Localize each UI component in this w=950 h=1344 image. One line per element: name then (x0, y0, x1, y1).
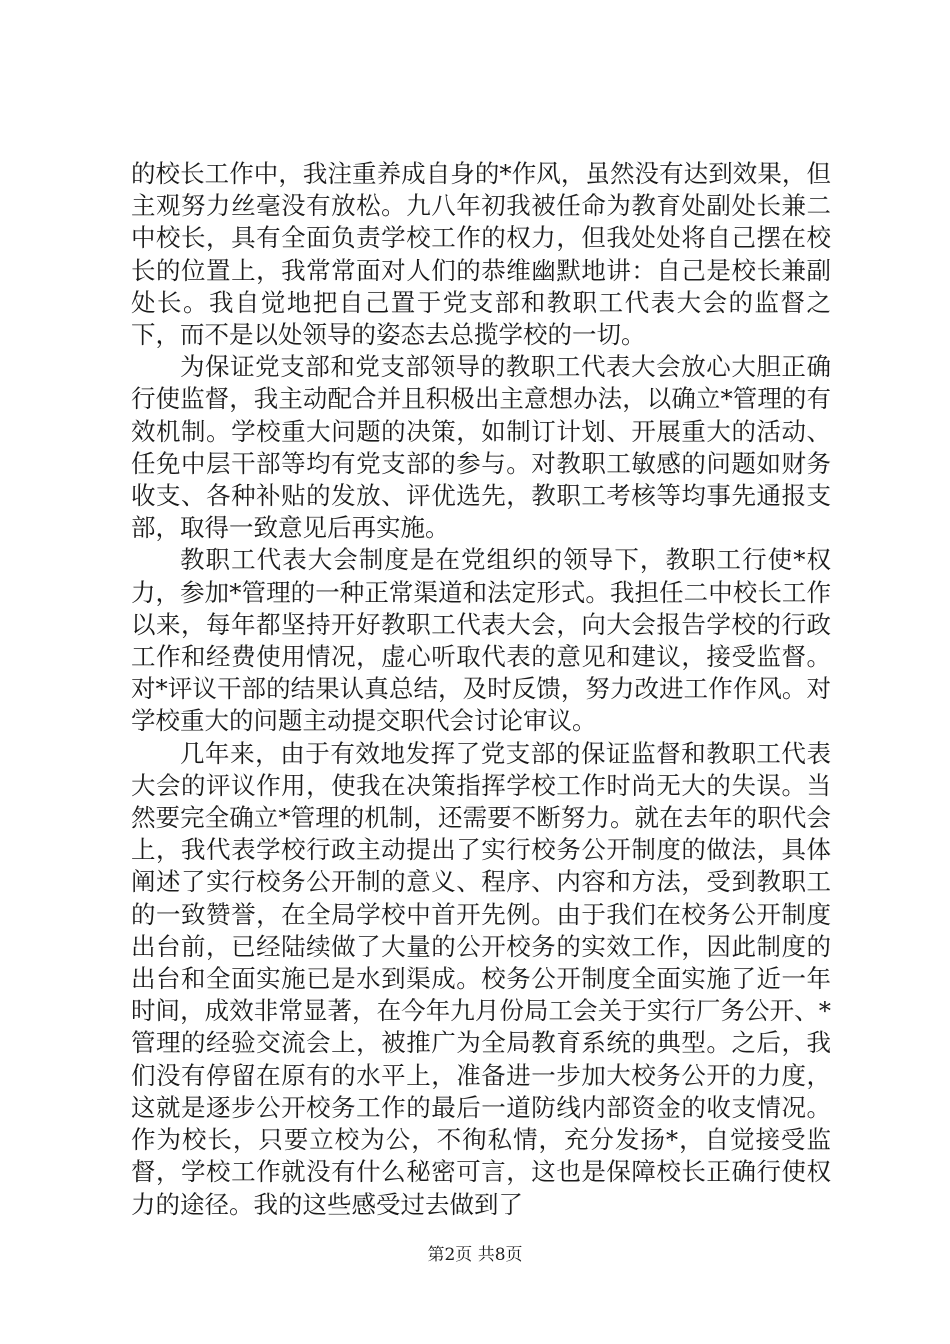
paragraph-1: 的校长工作中，我注重养成自身的*作风，虽然没有达到效果，但主观努力丝毫没有放松。九八年初我被任命为教育处副处长兼二中校长，具有全面负责学校工作的权力，但我处处将自己摆在校长的位置上，我常常面对人们的恭维幽默地讲：自己是校长兼副处长。我自觉地把自己置于党支部和教职工代表大会的监督之下，而不是以处领导的姿态去总揽学校的一切。 (131, 159, 831, 350)
paragraph-2: 为保证党支部和党支部领导的教职工代表大会放心大胆正确行使监督，我主动配合并且积极出主意想办法，以确立*管理的有效机制。学校重大问题的决策，如制订计划、开展重大的活动、任免中层干部等均有党支部的参与。对教职工敏感的问题如财务收支、各种补贴的发放、评优选先，教职工考核等均事先通报支部，取得一致意见后再实施。 (131, 352, 831, 543)
body-text (131, 158, 831, 1221)
paragraph-4: 几年来，由于有效地发挥了党支部的保证监督和教职工代表大会的评议作用，使我在决策指挥学校工作时尚无大的失误。当然要完全确立*管理的机制，还需要不断努力。就在去年的职代会上，我代表学校行政主动提出了实行校务公开制度的做法，具体阐述了实行校务公开制的意义、程序、内容和方法，受到教职工的一致赞誉，在全局学校中首开先例。由于我们在校务公开制度出台前，已经陆续做了大量的公开校务的实效工作，因此制度的出台和全面实施已是水到渠成。校务公开制度全面实施了近一年时间，成效非常显著，在今年九月份局工会关于实行厂务公开、*管理的经验交流会上，被推广为全局教育系统的典型。之后，我们没有停留在原有的水平上，准备进一步加大校务公开的力度，这就是逐步公开校务工作的最后一道防线内部资金的收支情况。作为校长，只要立校为公，不徇私情，充分发扬*，自觉接受监督，学校工作就没有什么秘密可言，这也是保障校长正确行使权力的途径。我的这些感受过去做到了 (131, 738, 831, 1219)
page-footer: 第2页 共8页 (427, 1245, 523, 1265)
paragraph-3: 教职工代表大会制度是在党组织的领导下，教职工行使*权力，参加*管理的一种正常渠道和法定形式。我担任二中校长工作以来，每年都坚持开好教职工代表大会，向大会报告学校的行政工作和经费使用情况，虚心听取代表的意见和建议，接受监督。对*评议干部的结果认真总结，及时反馈，努力改进工作作风。对学校重大的问题主动提交职代会讨论审议。 (131, 545, 831, 736)
